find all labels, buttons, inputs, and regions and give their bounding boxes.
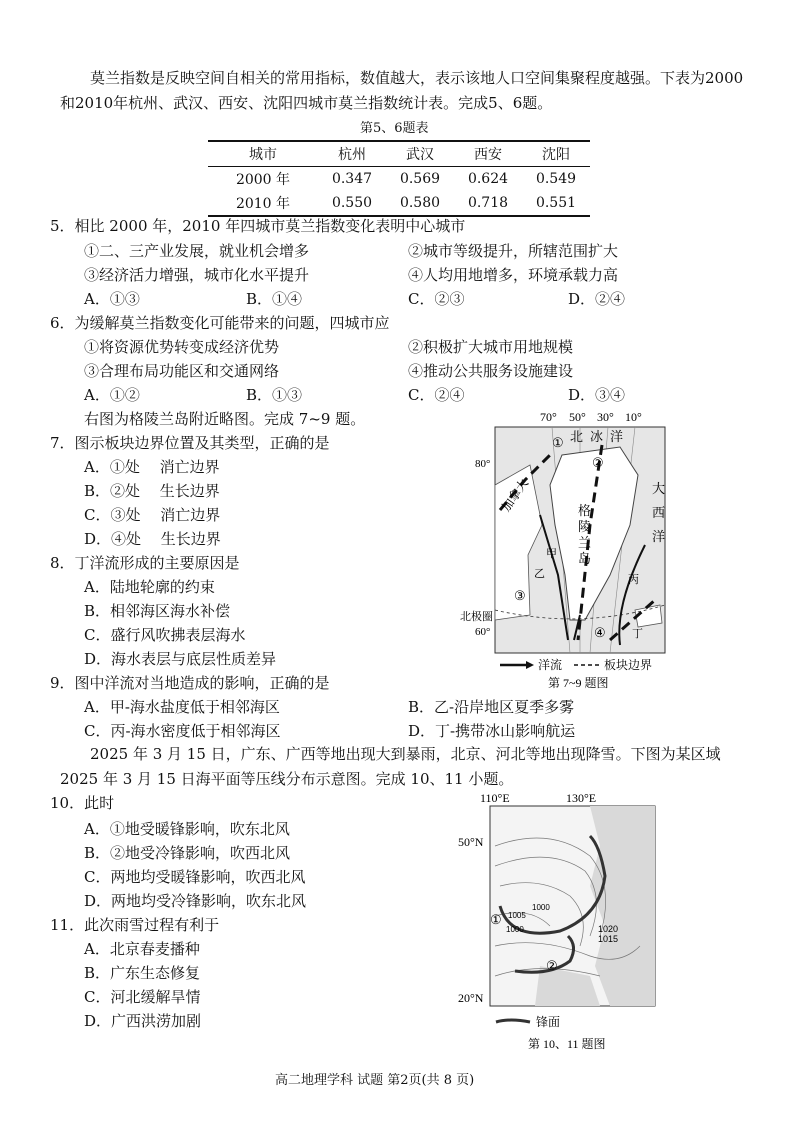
q5-stem: 5．相比 2000 年，2010 年四城市莫兰指数变化表明中心城市 <box>50 217 466 235</box>
arctic-circle-label: 北极圈 <box>460 611 493 623</box>
q7-option-d[interactable]: D．④处 生长边界 <box>84 530 221 548</box>
table-header-cell: 武汉 <box>406 147 434 163</box>
pressure-map-svg <box>440 786 670 1056</box>
q7-option-a[interactable]: A．①处 消亡边界 <box>84 458 220 476</box>
table-cell: 0.347 <box>331 171 373 187</box>
legend-front-line <box>496 1020 530 1022</box>
q10-option-c[interactable]: C．两地均受暖锋影响，吹西北风 <box>84 868 306 886</box>
atlantic-label: 大 <box>652 481 666 496</box>
pressure-map-caption: 第 10、11 题图 <box>528 1037 606 1051</box>
q8-option-a[interactable]: A．陆地轮廓的约束 <box>84 578 215 596</box>
table-header-row <box>208 141 590 167</box>
q5-item: ③经济活力增强，城市化水平提升 <box>84 266 310 284</box>
table-caption: 第5、6题表 <box>360 121 429 136</box>
q6-item: ③合理布局功能区和交通网络 <box>84 362 280 380</box>
lon-label: 110°E <box>480 791 510 805</box>
table-cell: 0.580 <box>399 195 441 211</box>
q5-option-c[interactable]: C．②③ <box>408 290 465 308</box>
current-label-bing: 丙 <box>628 574 639 586</box>
lon-label: 50° <box>569 410 586 424</box>
legend-front: 锋面 <box>536 1015 561 1029</box>
q10-option-b[interactable]: B．②地受冷锋影响，吹西北风 <box>84 844 291 862</box>
lon-label: 130°E <box>566 791 597 805</box>
q11-option-d[interactable]: D．广西洪涝加剧 <box>84 1012 202 1030</box>
q7-option-b[interactable]: B．②处 生长边界 <box>84 482 220 500</box>
q10-option-a[interactable]: A．①地受暖锋影响，吹东北风 <box>84 820 290 838</box>
intro-10-11: 2025 年 3 月 15 日，广东、广西等地出现大到暴雨，北京、河北等地出现降雪。下图为某区域 2025 年 3 月 15 日海平面等压线分布示意图。完成 10、11 小题。 <box>60 745 721 788</box>
isobar-label: 1005 <box>508 911 526 920</box>
q10-option-d[interactable]: D．两地均受冷锋影响，吹东北风 <box>84 892 307 910</box>
greenland-label: 岛 <box>578 551 592 566</box>
current-label-yi: 乙 <box>534 568 545 580</box>
point-3: ③ <box>514 588 526 603</box>
q6-item: ①将资源优势转变成经济优势 <box>84 338 280 356</box>
lon-label: 70° <box>540 410 557 424</box>
point-4: ④ <box>594 625 606 640</box>
q8-option-d[interactable]: D．海水表层与底层性质差异 <box>84 650 277 668</box>
table-header-cell: 杭州 <box>338 147 366 163</box>
q11-option-c[interactable]: C．河北缓解旱情 <box>84 988 201 1006</box>
q11-stem: 11．此次雨雪过程有利于 <box>50 916 220 934</box>
q6-option-d[interactable]: D．③④ <box>568 386 626 404</box>
pressure-map <box>440 786 670 1056</box>
q8-option-b[interactable]: B．相邻海区海水补偿 <box>84 602 231 620</box>
table-cell: 0.718 <box>467 195 509 211</box>
current-label-jia: 甲 <box>546 548 557 560</box>
arctic-ocean-label: 洋 <box>610 429 624 444</box>
intro-7-9: 右图为格陵兰岛附近略图。完成 7~9 题。 <box>84 410 366 428</box>
q5-option-d[interactable]: D．②④ <box>568 290 626 308</box>
q5-option-a[interactable]: A．①③ <box>84 290 140 308</box>
point-2: ② <box>546 958 558 973</box>
greenland-map-caption: 第 7~9 题图 <box>548 676 609 690</box>
table-cell: 0.624 <box>467 171 509 187</box>
table-cell: 0.550 <box>331 195 373 211</box>
greenland-map <box>460 405 690 695</box>
q8-stem: 8．丁洋流形成的主要原因是 <box>50 554 240 572</box>
lon-label: 30° <box>597 410 614 424</box>
greenland-label: 陵 <box>578 519 592 534</box>
isobar-label: 1000 <box>506 925 524 934</box>
intro-5-6: 莫兰指数是反映空间自相关的常用指标，数值越大，表示该地人口空间集聚程度越强。下表为2000和2010年杭州、武汉、西安、沈阳四城市莫兰指数统计表。完成5、6题。 <box>60 69 744 112</box>
q9-option-a[interactable]: A．甲-海水盐度低于相邻海区 <box>84 698 280 716</box>
q9-option-d[interactable]: D．丁-携带冰山影响航运 <box>408 722 576 740</box>
lon-label: 10° <box>625 410 642 424</box>
q11-option-b[interactable]: B．广东生态修复 <box>84 964 201 982</box>
q9-stem: 9．图中洋流对当地造成的影响，正确的是 <box>50 674 330 692</box>
q7-option-c[interactable]: C．③处 消亡边界 <box>84 506 221 524</box>
q6-stem: 6．为缓解莫兰指数变化可能带来的问题，四城市应 <box>50 314 390 332</box>
q6-option-c[interactable]: C．②④ <box>408 386 465 404</box>
isobar-label: 1000 <box>532 903 550 912</box>
q11-option-a[interactable]: A．北京春麦播种 <box>84 940 200 958</box>
point-1: ① <box>552 435 564 450</box>
q10-stem: 10．此时 <box>50 794 115 812</box>
greenland-label: 兰 <box>578 535 592 550</box>
table-row <box>208 191 590 216</box>
legend-current: 洋流 <box>538 658 563 672</box>
greenland-map-svg <box>460 405 690 695</box>
current-label-ding: 丁 <box>632 628 643 640</box>
table-header-cell: 西安 <box>474 147 502 163</box>
q6-item: ②积极扩大城市用地规模 <box>408 338 574 356</box>
q5-item: ④人均用地增多，环境承载力高 <box>408 266 619 284</box>
lat-label: 50°N <box>458 835 484 849</box>
greenland-label: 格 <box>578 503 592 518</box>
table-cell: 0.549 <box>535 171 577 187</box>
table-header-cell: 沈阳 <box>542 147 570 163</box>
q6-option-a[interactable]: A．①② <box>84 386 140 404</box>
q6-item: ④推动公共服务设施建设 <box>408 362 574 380</box>
table-header-cell: 城市 <box>249 147 277 163</box>
lat-label: 20°N <box>458 991 484 1005</box>
q7-stem: 7．图示板块边界位置及其类型，正确的是 <box>50 434 330 452</box>
table-row <box>208 167 590 192</box>
arctic-ocean-label: 北 <box>570 429 584 444</box>
atlantic-label: 西 <box>652 505 666 520</box>
lat-label-60: 60° <box>475 626 491 638</box>
q6-option-b[interactable]: B．①③ <box>246 386 303 404</box>
table-cell: 2000 年 <box>235 172 291 188</box>
q5-item: ①二、三产业发展，就业机会增多 <box>84 242 310 260</box>
q9-option-c[interactable]: C．丙-海水密度低于相邻海区 <box>84 722 281 740</box>
canada-label: 加拿大 <box>498 476 532 514</box>
table-cell: 2010 年 <box>235 196 291 212</box>
lat-label-80: 80° <box>475 458 491 470</box>
arctic-ocean-label: 冰 <box>590 429 604 444</box>
table-cell: 0.569 <box>399 171 441 187</box>
table-cell: 0.551 <box>535 195 577 211</box>
q5-item: ②城市等级提升，所辖范围扩大 <box>408 242 619 260</box>
legend-boundary: 板块边界 <box>604 658 653 672</box>
isobar-label: 1020 <box>598 924 619 934</box>
isobar-label: 1015 <box>598 934 619 944</box>
moran-index-table <box>208 140 590 217</box>
atlantic-label: 洋 <box>652 529 666 544</box>
q8-option-c[interactable]: C．盛行风吹拂表层海水 <box>84 626 246 644</box>
q9-option-b[interactable]: B．乙-沿岸地区夏季多雾 <box>408 698 575 716</box>
point-1: ① <box>490 912 502 927</box>
page-footer: 高二地理学科 试题 第2页(共 8 页) <box>275 1073 475 1088</box>
point-2: ② <box>592 455 604 470</box>
q5-option-b[interactable]: B．①④ <box>246 290 303 308</box>
